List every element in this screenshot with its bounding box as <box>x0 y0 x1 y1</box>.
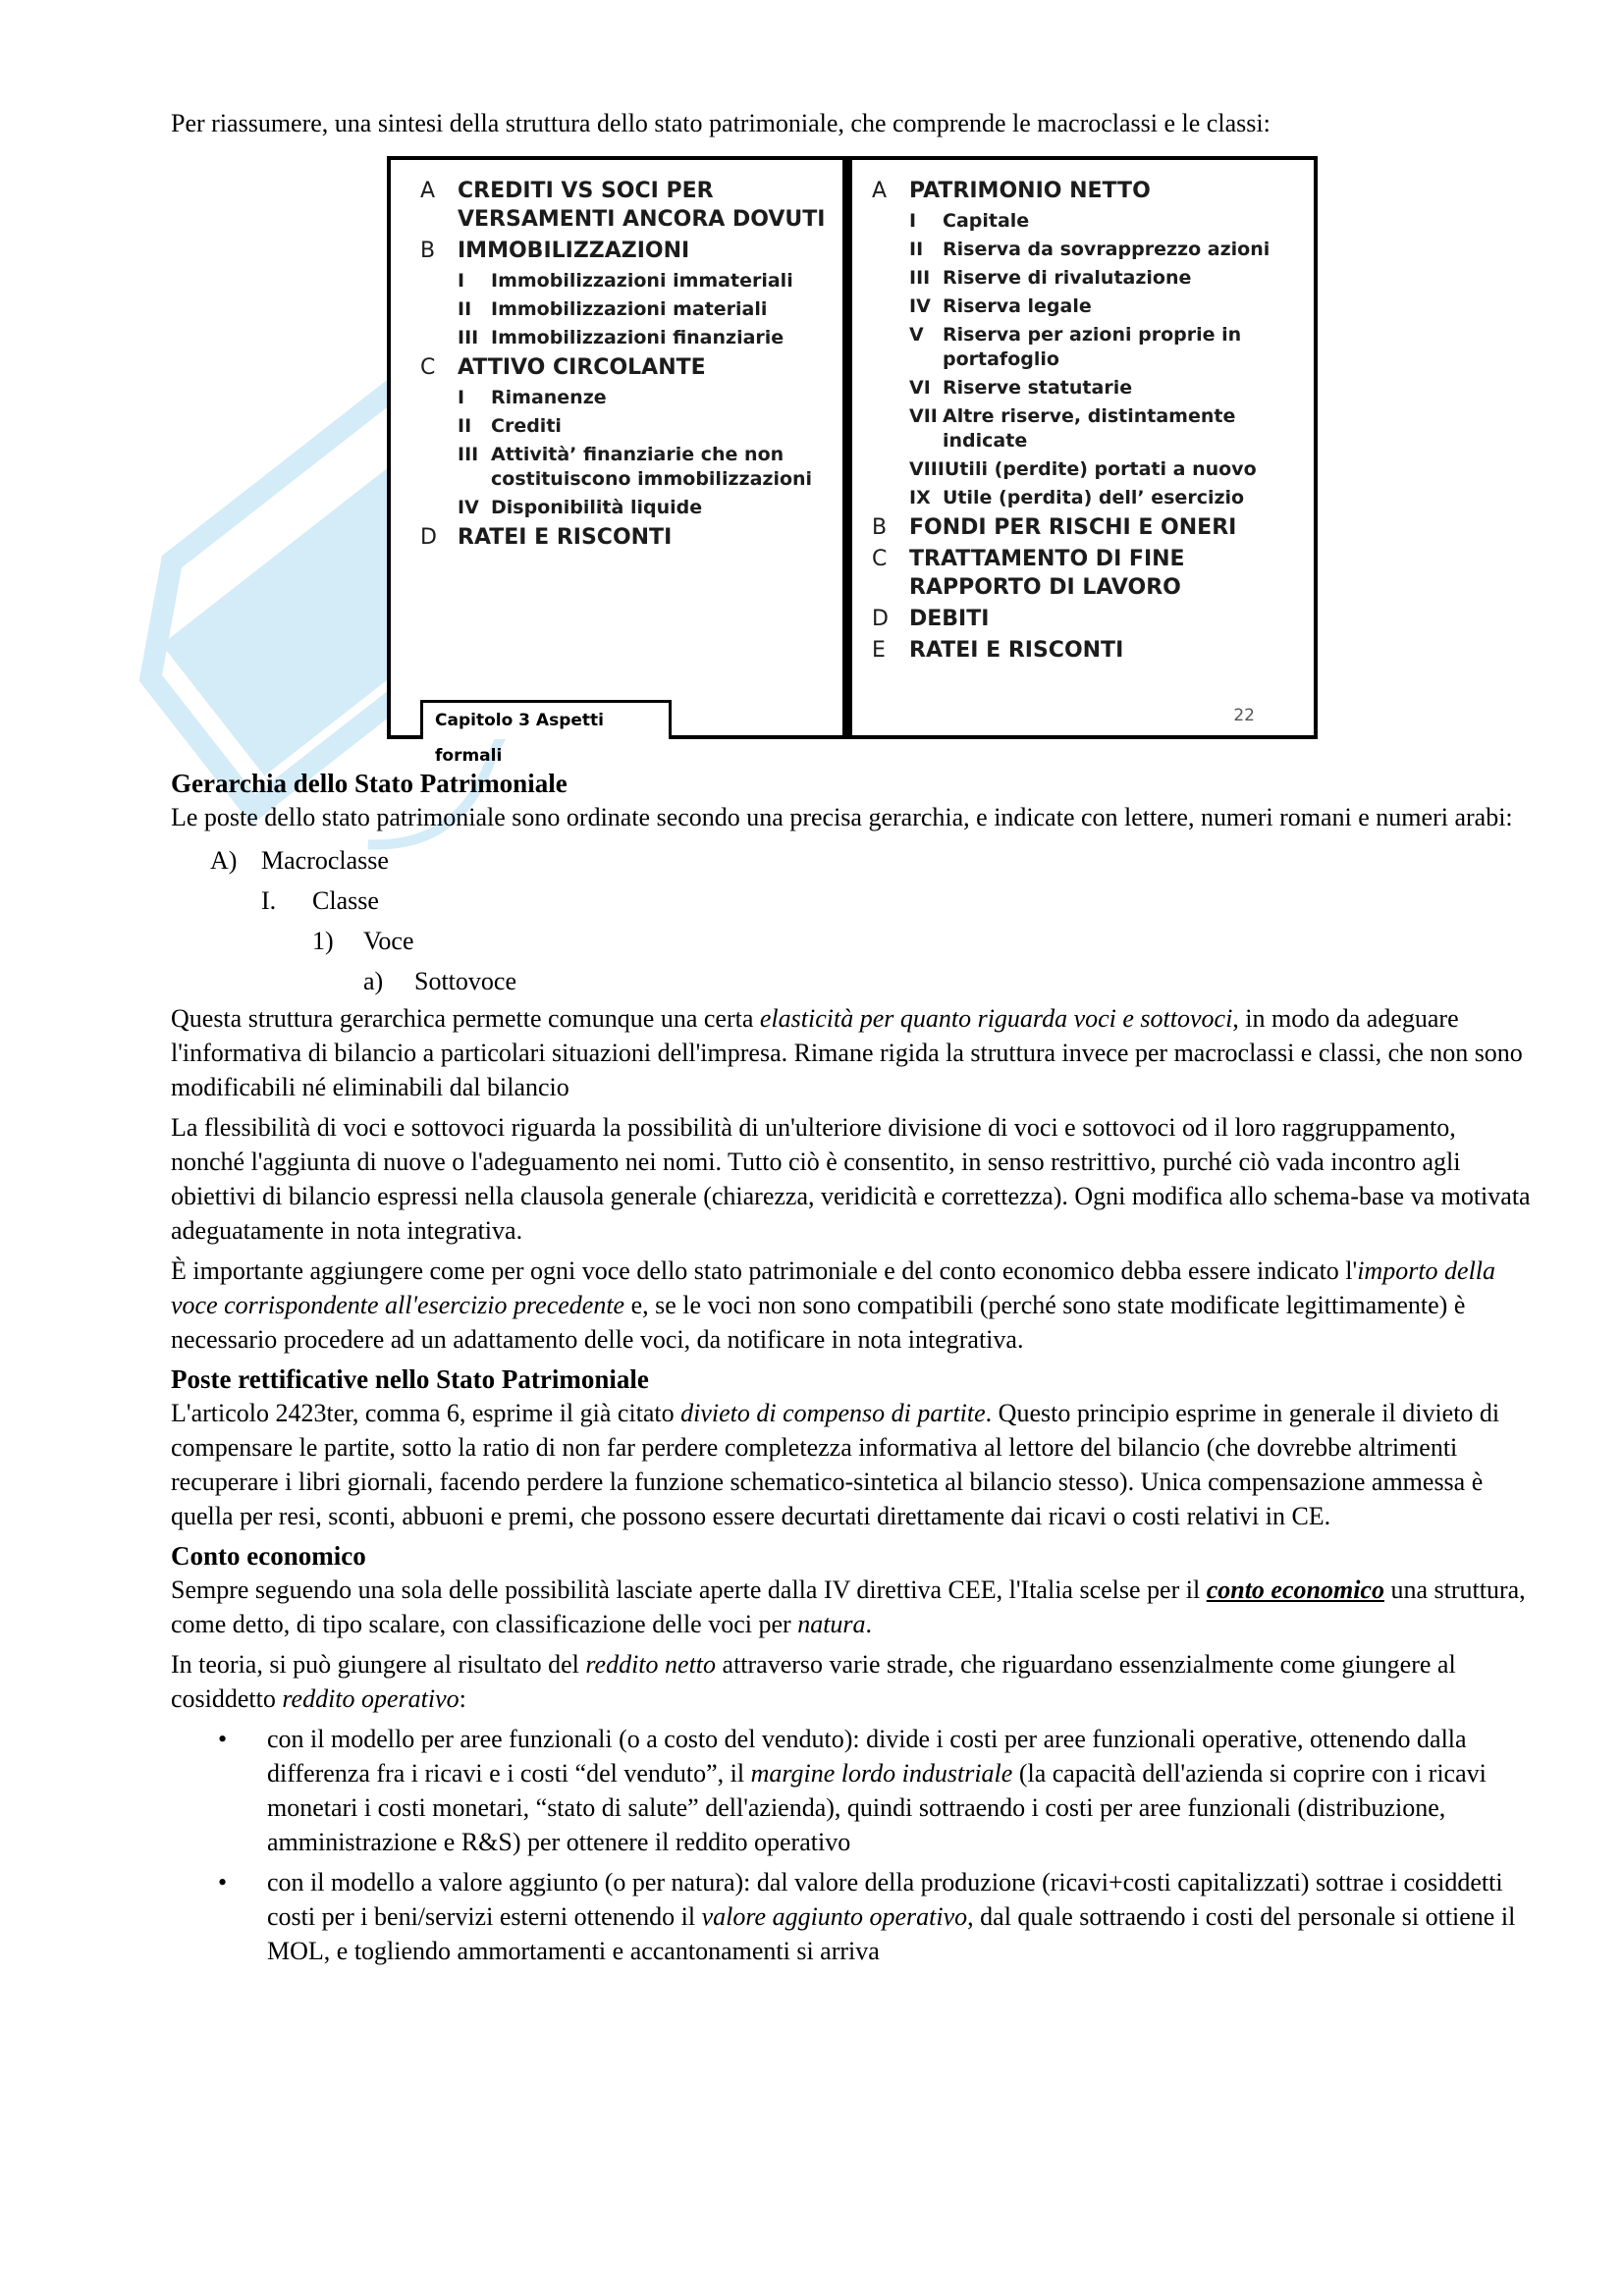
hierarchy-level <box>171 961 1532 1001</box>
macroclass-title: CREDITI VS SOCI PER VERSAMENTI ANCORA DOVUTI <box>458 179 826 232</box>
conto-economico-paragraph: Sempre seguendo una sola delle possibilità lasciate aperte dalla IV direttiva CEE, l'Italia scelse per il conto economico una struttura, come detto, di tipo scalare, con classificazione delle voci per natura. <box>171 1575 1526 1638</box>
class-number: II <box>458 298 472 320</box>
figure-page-number: 22 <box>1233 706 1255 725</box>
macroclass-title: IMMOBILIZZAZIONI <box>458 239 690 263</box>
macroclass-title: RATEI E RISCONTI <box>458 525 673 550</box>
figure-macroclass <box>420 237 833 265</box>
class-label: Riserva legale <box>943 295 1092 317</box>
hierarchy-level <box>171 921 1532 961</box>
figure-class <box>872 404 1304 454</box>
class-label: Immobilizzazioni materiali <box>491 298 768 320</box>
figure-macroclass <box>872 513 1304 542</box>
class-label: Rimanenze <box>491 387 607 408</box>
figure-macroclass <box>872 545 1304 602</box>
figure-class <box>872 266 1304 291</box>
figure-class <box>420 414 833 439</box>
class-label: Immobilizzazioni finanziarie <box>491 327 784 348</box>
heading-conto-economico: Conto economico <box>171 1541 366 1571</box>
figure-class <box>872 323 1304 372</box>
list-item: • con il modello a valore aggiunto (o per natura): dal valore della produzione (ricavi+costi capitalizzati) sottrae i cosiddetti costi per i beni/servizi esterni ottenendo il valore aggiunto operativo, dal quale sottraendo i costi del personale si ottiene il MOL, e togliendo ammortamenti e accantonamenti si arriva <box>171 1865 1532 1968</box>
macroclass-title: FONDI PER RISCHI E ONERI <box>909 515 1237 540</box>
macroclass-title: TRATTAMENTO DI FINE RAPPORTO DI LAVORO <box>909 547 1185 600</box>
class-label: Capitale <box>943 210 1030 232</box>
macroclass-letter: B <box>420 239 436 263</box>
class-number: II <box>458 415 472 437</box>
figure-macroclass <box>420 177 833 234</box>
hierarchy-marker: A) <box>210 846 238 875</box>
figure-class <box>872 457 1304 482</box>
figure-liabilities-column <box>872 174 1304 665</box>
models-bullet-list <box>171 1722 1532 1968</box>
poste-rettificative-paragraph: L'articolo 2423ter, comma 6, esprime il già citato divieto di compenso di partite. Questo principio esprime in generale il divieto di compensare le partite, sotto la ratio di non far perdere completezza informativa al lettore del bilancio (che dovrebbe altrimenti recuperare i libri giornali, facendo perdere la funzione schematico-sintetica al bilancio stesso). Unica compensazione ammessa è quella per resi, sconti, abbuoni e premi, che possono essere decurtati direttamente dai ricavi o costi relativi in CE. <box>171 1399 1500 1530</box>
macroclass-title: RATEI E RISCONTI <box>909 638 1124 663</box>
figure-class <box>872 376 1304 400</box>
class-number: VI <box>909 377 931 399</box>
class-number: II <box>909 239 924 260</box>
class-label: Attività’ finanziarie che non costituiscono immobilizzazioni <box>491 444 813 490</box>
hierarchy-marker: a) <box>363 967 384 995</box>
class-number: IX <box>909 487 931 508</box>
figure-macroclass <box>872 605 1304 633</box>
macroclass-title: PATRIMONIO NETTO <box>909 179 1151 203</box>
class-label: Utile (perdita) dell’ esercizio <box>943 487 1245 508</box>
class-number: VIII <box>909 458 945 480</box>
figure-class <box>420 326 833 350</box>
class-label: Altre riserve, distintamente indicate <box>943 405 1236 452</box>
class-label: Riserve di rivalutazione <box>943 267 1192 289</box>
gerarchia-intro: Le poste dello stato patrimoniale sono ordinate secondo una precisa gerarchia, e indicate con lettere, numeri romani e numeri arabi: <box>171 803 1513 831</box>
figure-class <box>420 443 833 492</box>
macroclass-letter: B <box>872 515 888 540</box>
hierarchy-marker: I. <box>261 886 277 915</box>
class-number: IV <box>458 497 479 518</box>
figure-macroclass <box>872 636 1304 665</box>
class-number: III <box>458 327 479 348</box>
hierarchy-list <box>171 840 1532 1001</box>
figure-macroclass <box>420 353 833 382</box>
intro-paragraph: Per riassumere, una sintesi della struttura dello stato patrimoniale, che comprende le macroclassi e le classi: <box>171 109 1271 137</box>
figure-class <box>420 386 833 410</box>
class-label: Riserve statutarie <box>943 377 1133 399</box>
hierarchy-level <box>171 881 1532 921</box>
macroclass-letter: C <box>420 355 436 380</box>
class-number: VII <box>909 405 938 427</box>
figure-class <box>420 297 833 322</box>
class-label: Disponibilità liquide <box>491 497 703 518</box>
bullet-icon: • <box>218 1868 228 1896</box>
macroclass-letter: E <box>872 638 886 663</box>
figure-macroclass <box>872 177 1304 205</box>
macroclass-title: DEBITI <box>909 607 990 631</box>
figure-divider <box>842 160 852 735</box>
figure-assets-column <box>420 174 833 552</box>
class-number: III <box>458 444 479 465</box>
document-page <box>171 106 1532 1974</box>
heading-gerarchia: Gerarchia dello Stato Patrimoniale <box>171 769 568 798</box>
class-number: I <box>909 210 917 232</box>
gerarchia-previous-year-paragraph: È importante aggiungere come per ogni voce dello stato patrimoniale e del conto economico debba essere indicato l'importo della voce corrispondente all'esercizio precedente e, se le voci non sono compatibili (perché sono state modificate legittimamente) è necessario procedere ad un adattamento delle voci, da notificare in nota integrativa. <box>171 1256 1496 1354</box>
figure-class <box>872 486 1304 510</box>
figure-class <box>872 294 1304 319</box>
hierarchy-label: Voce <box>363 927 414 955</box>
class-number: I <box>458 270 465 292</box>
hierarchy-label: Classe <box>312 886 379 915</box>
class-number: I <box>458 387 465 408</box>
heading-poste-rettificative: Poste rettificative nello Stato Patrimoniale <box>171 1364 649 1394</box>
class-label: Immobilizzazioni immateriali <box>491 270 793 292</box>
hierarchy-label: Macroclasse <box>261 846 389 875</box>
figure-class <box>872 238 1304 262</box>
hierarchy-level <box>171 840 1532 881</box>
macroclass-letter: A <box>420 179 436 203</box>
hierarchy-marker: 1) <box>312 927 334 955</box>
figure-class <box>420 269 833 294</box>
class-label: Riserva da sovrapprezzo azioni <box>943 239 1271 260</box>
figure-caption: Capitolo 3 Aspetti formali <box>420 700 672 739</box>
reddito-netto-paragraph: In teoria, si può giungere al risultato del reddito netto attraverso varie strade, che riguardano essenzialmente come giungere al cosiddetto reddito operativo: <box>171 1650 1456 1713</box>
macroclass-letter: A <box>872 179 888 203</box>
class-number: III <box>909 267 931 289</box>
gerarchia-flexibility-paragraph: La flessibilità di voci e sottovoci riguarda la possibilità di un'ulteriore divisione di voci e sottovoci od il loro raggruppamento, nonché l'aggiunta di nuove o l'adeguamento nei nomi. Tutto ciò è consentito, in senso restrittivo, purché ciò vada incontro agli obiettivi di bilancio espressi nella clausola generale (chiarezza, veridicità e correttezza). Ogni modifica allo schema-base va motivata adeguatamente in nota integrativa. <box>171 1113 1531 1245</box>
figure-class <box>872 209 1304 234</box>
figure-macroclass <box>420 523 833 552</box>
macroclass-letter: C <box>872 547 888 571</box>
macroclass-letter: D <box>872 607 889 631</box>
macroclass-title: ATTIVO CIRCOLANTE <box>458 355 706 380</box>
class-label: Utili (perdite) portati a nuovo <box>944 458 1257 480</box>
class-label: Riserva per azioni proprie in portafoglio <box>943 324 1242 370</box>
gerarchia-elasticity-paragraph: Questa struttura gerarchica permette comunque una certa elasticità per quanto riguarda voci e sottovoci, in modo da adeguare l'informativa di bilancio a particolari situazioni dell'impresa. Rimane rigida la struttura invece per macroclassi e classi, che non sono modificabili né eliminabili dal bilancio <box>171 1004 1523 1101</box>
class-label: Crediti <box>491 415 562 437</box>
balance-sheet-figure <box>387 156 1318 766</box>
macroclass-letter: D <box>420 525 437 550</box>
hierarchy-label: Sottovoce <box>414 967 516 995</box>
class-number: V <box>909 324 924 346</box>
list-item: • con il modello per aree funzionali (o a costo del venduto): divide i costi per aree funzionali operative, ottenendo dalla differenza fra i ricavi e i costi “del venduto”, il margine lordo industriale (la capacità dell'azienda si coprire con i ricavi monetari i costi monetari, “stato di salute” dell'azienda), quindi sottraendo i costi per aree funzionali (distribuzione, amministrazione e R&S) per ottenere il reddito operativo <box>171 1722 1532 1859</box>
class-number: IV <box>909 295 931 317</box>
bullet-icon: • <box>218 1725 228 1753</box>
figure-class <box>420 496 833 520</box>
